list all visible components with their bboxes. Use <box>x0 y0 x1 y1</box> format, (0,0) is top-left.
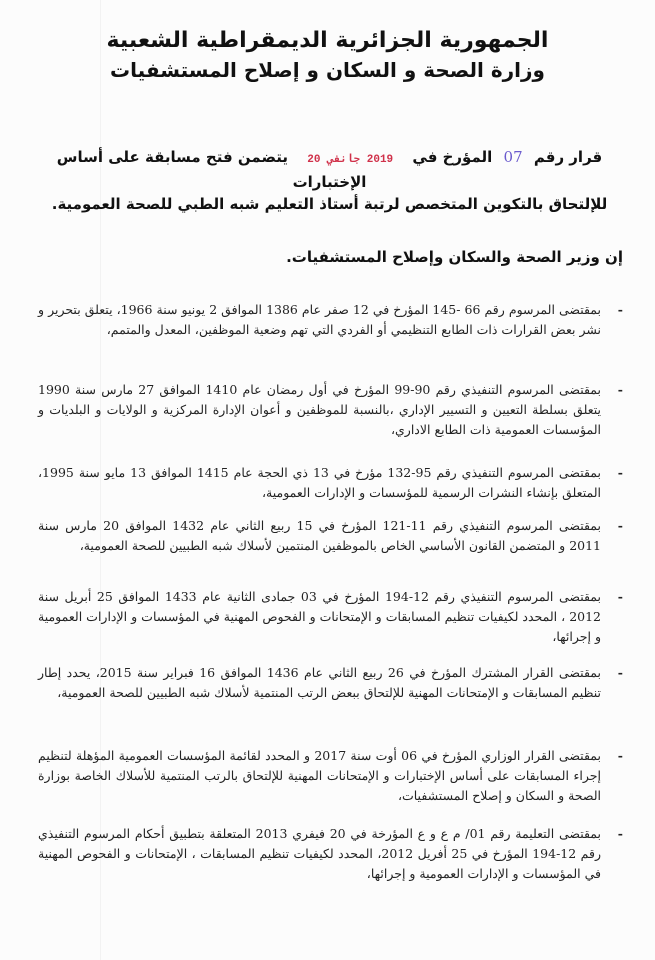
consideration-text: بمقتضى المرسوم التنفيذي رقم 95-132 مؤرخ في 13 ذي الحجة عام 1415 الموافق 13 مايو سنة 1995، المتعلق بإنشاء النشرات الرسمية للمؤسسات و الإدارات العمومية، <box>38 465 601 500</box>
decision-line-1 <box>48 146 611 193</box>
bullet-dash: - <box>617 589 623 604</box>
bullet-dash: - <box>617 748 623 763</box>
ministry-title: وزارة الصحة و السكان و إصلاح المستشفيات <box>110 58 545 82</box>
consideration-item <box>38 663 623 703</box>
consideration-text: بمقتضى المرسوم رقم 66 -145 المؤرخ في 12 صفر عام 1386 الموافق 2 يونيو سنة 1966، يتعلق بتحرير و نشر بعض القرارات ذات الطابع التنظيمي أو الفردي التي تهم وضعية الموظفين، المعدل والمتمم، <box>38 302 602 337</box>
bullet-dash: - <box>617 826 623 841</box>
decision-title <box>48 146 611 215</box>
consideration-item <box>38 746 623 806</box>
consideration-text: بمقتضى القرار الوزاري المؤرخ في 06 أوت سنة 2017 و المحدد لقائمة المؤسسات العمومية المؤهلة لتنظيم إجراء المسابقات على أساس الإختبارات و الإمتحانات المهنية للإلتحاق بالرتب المنتمية للأسلاك الخاصة بوزارة الصحة و السكان و إصلاح المستشفيات، <box>38 748 601 803</box>
consideration-item <box>38 587 623 647</box>
bullet-dash: - <box>617 465 623 480</box>
consideration-text: بمقتضى المرسوم التنفيذي رقم 12-194 المؤرخ في 03 جمادى الثانية عام 1433 الموافق 25 أبريل سنة 2012 ، المحدد لكيفيات تنظيم المسابقات و الإمتحانات و الفحوص المهنية في المؤسسات و الإدارات العمومية و إجرائها، <box>38 589 602 644</box>
consideration-text: بمقتضى المرسوم التنفيذي رقم 90-99 المؤرخ في أول رمضان عام 1410 الموافق 27 مارس سنة 1990 يتعلق بسلطة التعيين و التسيير الإداري ،بالنسبة للموظفين و أعوان الإدارة المركزية و الولايات و البلديات و المؤسسات العمومية ذات الطابع الاداري، <box>38 382 602 437</box>
bullet-dash: - <box>617 302 623 317</box>
decision-line-2: للإلتحاق بالتكوين المتخصص لرتبة أستاذ التعليم شبه الطبي للصحة العمومية. <box>51 195 608 213</box>
date-stamp: 2019 جانفي 20 <box>307 154 394 166</box>
consideration-item <box>38 824 623 884</box>
consideration-text: بمقتضى القرار المشترك المؤرخ في 26 ربيع الثاني عام 1436 الموافق 16 فبراير سنة 2015، يحدد إطار تنظيم المسابقات و الإمتحانات المهنية للإلتحاق ببعض الرتب المنتمية لأسلاك شبه الطبيين للصحة العمومية، <box>38 665 601 700</box>
consideration-item <box>38 380 623 440</box>
decision-number: 07 <box>503 148 523 166</box>
dated-label: المؤرخ في <box>412 148 493 166</box>
consideration-text: بمقتضى التعليمة رقم 01/ م ع و ع المؤرخة في 20 فيفري 2013 المتعلقة بتطبيق أحكام المرسوم التنفيذي رقم 12-194 المؤرخ في 25 أفريل 2012، المحدد لكيفيات تنظيم المسابقات ، الإمتحانات و الفحوص المهنية في المؤسسات و الإدارات العمومية و إجرائها، <box>38 826 602 881</box>
bullet-dash: - <box>617 665 623 680</box>
consideration-item <box>38 463 623 503</box>
consideration-item <box>38 300 623 340</box>
document-header <box>0 26 655 84</box>
consideration-text: بمقتضى المرسوم التنفيذي رقم 11-121 المؤرخ في 15 ربيع الثاني عام 1432 الموافق 20 مارس سنة 2011 و المتضمن القانون الأساسي الخاص بالموظفين المنتمين لأسلاك شبه الطبيين للصحة العمومية، <box>38 518 601 553</box>
bullet-dash: - <box>617 382 623 397</box>
minister-intro: إن وزير الصحة والسكان وإصلاح المستشفيات. <box>286 248 623 266</box>
decision-subject-1: يتضمن فتح مسابقة على أساس الإختبارات <box>56 148 367 191</box>
consideration-item <box>38 516 623 556</box>
bullet-dash: - <box>617 518 623 533</box>
decision-prefix: قرار رقم <box>533 148 603 166</box>
republic-title: الجمهورية الجزائرية الديمقراطية الشعبية <box>106 28 549 53</box>
